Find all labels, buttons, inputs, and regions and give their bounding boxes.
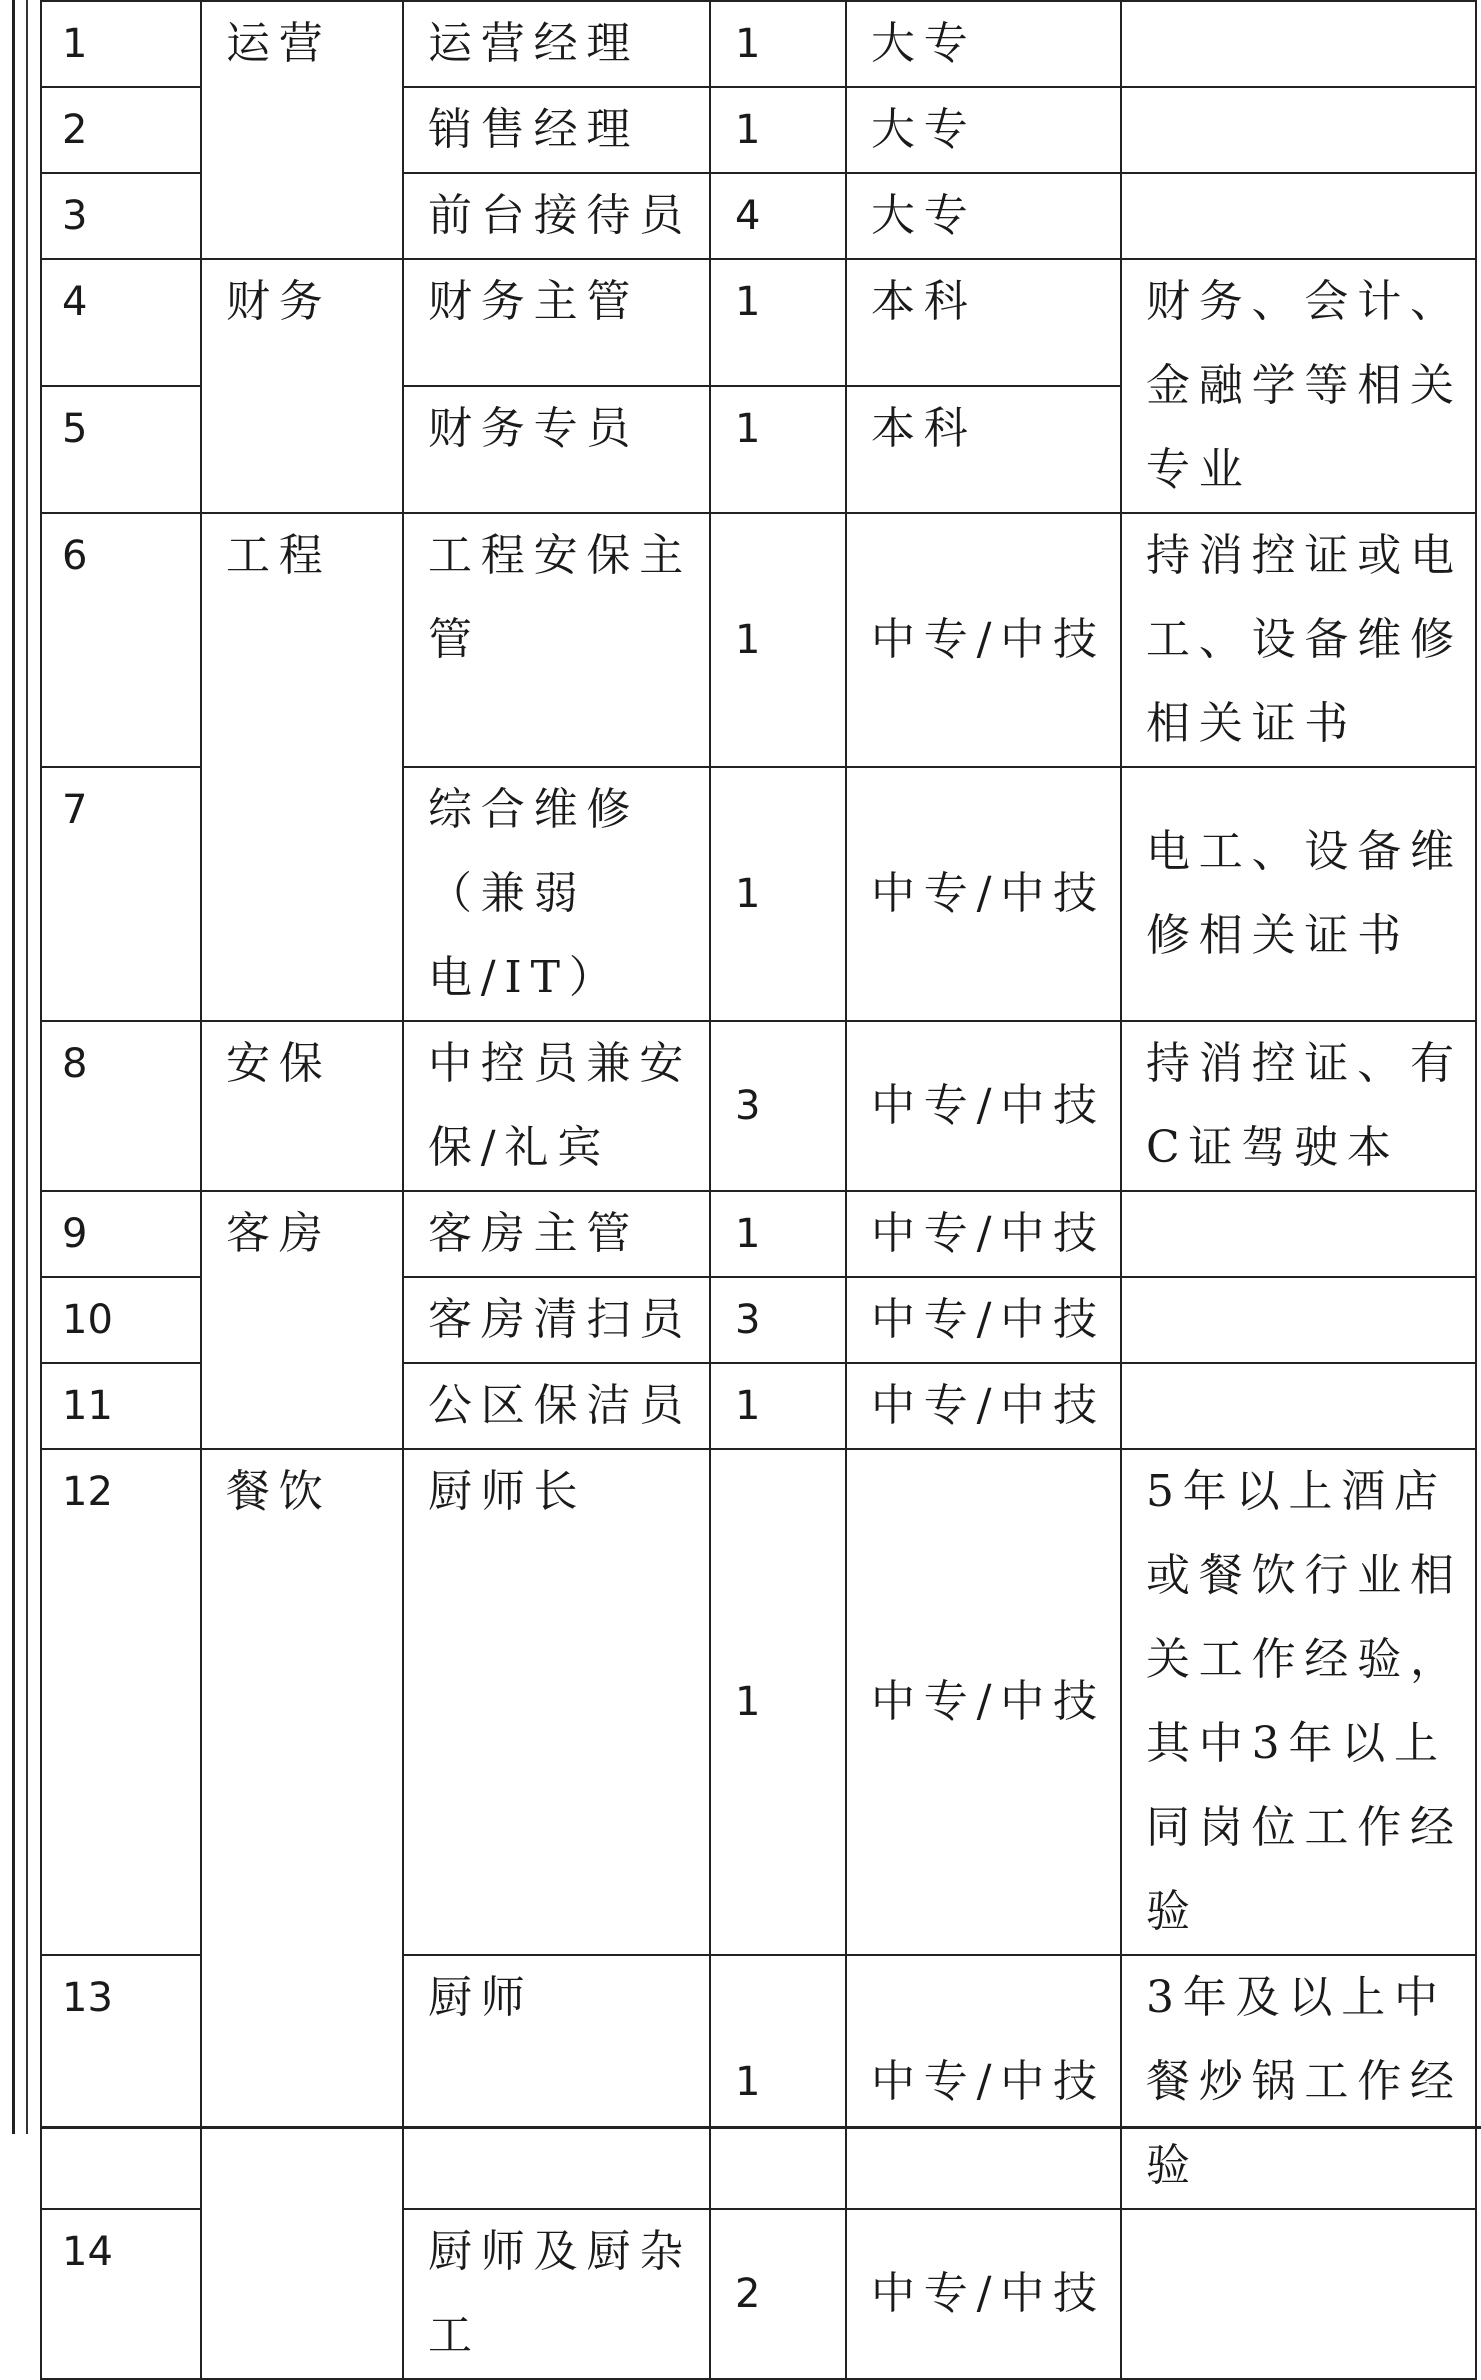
row-number: 2 (41, 87, 201, 173)
requirement-cell (1121, 1277, 1476, 1363)
table-row (41, 259, 1476, 386)
requirement-cell: 5年以上酒店或餐饮行业相关工作经验，其中3年以上同岗位工作经验 (1121, 1449, 1476, 1955)
requirement-cell: 电工、设备维修相关证书 (1121, 767, 1476, 1021)
headcount-cell: 1 (710, 386, 846, 513)
education-cell: 中专/中技 (846, 1449, 1121, 1955)
education-cell: 本科 (846, 386, 1121, 513)
education-cell: 大专 (846, 87, 1121, 173)
position-cell: 前台接待员 (403, 173, 710, 259)
department-cell: 工程 (201, 513, 403, 1021)
headcount-cell: 1 (710, 87, 846, 173)
education-cell: 中专/中技 (846, 767, 1121, 1021)
department-cell: 餐饮 (201, 1449, 403, 2379)
headcount-cell: 2 (710, 2209, 846, 2379)
headcount-cell: 1 (710, 1191, 846, 1277)
headcount-cell: 1 (710, 767, 846, 1021)
requirement-cell (1121, 87, 1476, 173)
position-cell: 公区保洁员 (403, 1363, 710, 1449)
department-cell: 客房 (201, 1191, 403, 1449)
department-cell: 运营 (201, 1, 403, 259)
table-row (41, 513, 1476, 767)
row-number: 9 (41, 1191, 201, 1277)
position-cell: 财务专员 (403, 386, 710, 513)
table-row (41, 1449, 1476, 1955)
education-cell: 大专 (846, 173, 1121, 259)
headcount-cell: 1 (710, 1449, 846, 1955)
row-number: 6 (41, 513, 201, 767)
education-cell: 中专/中技 (846, 1191, 1121, 1277)
row-number: 5 (41, 386, 201, 513)
requirement-cell: 持消控证、有C证驾驶本 (1121, 1021, 1476, 1191)
position-cell: 厨师及厨杂工 (403, 2209, 710, 2379)
position-cell: 运营经理 (403, 1, 710, 87)
table-row (41, 1191, 1476, 1277)
education-cell: 中专/中技 (846, 513, 1121, 767)
requirement-cell: 财务、会计、金融学等相关专业 (1121, 259, 1476, 513)
requirement-cell (1121, 1363, 1476, 1449)
row-number: 8 (41, 1021, 201, 1191)
requirement-cell: 3年及以上中餐炒锅工作经验 (1121, 1955, 1476, 2209)
education-cell: 中专/中技 (846, 1955, 1121, 2209)
requirement-cell: 持消控证或电工、设备维修相关证书 (1121, 513, 1476, 767)
requirement-cell (1121, 2209, 1476, 2379)
page-bottom-rule (40, 2126, 1481, 2129)
headcount-cell: 1 (710, 259, 846, 386)
requirement-cell (1121, 1, 1476, 87)
row-number: 10 (41, 1277, 201, 1363)
position-cell: 厨师 (403, 1955, 710, 2209)
page-left-rule (12, 0, 15, 2134)
row-number: 4 (41, 259, 201, 386)
row-number: 11 (41, 1363, 201, 1449)
requirement-cell (1121, 173, 1476, 259)
headcount-cell: 3 (710, 1277, 846, 1363)
education-cell: 中专/中技 (846, 1021, 1121, 1191)
row-number: 1 (41, 1, 201, 87)
headcount-cell: 3 (710, 1021, 846, 1191)
position-cell: 工程安保主管 (403, 513, 710, 767)
headcount-cell: 1 (710, 1955, 846, 2209)
page-left-rule-inner (26, 0, 28, 2134)
department-cell: 财务 (201, 259, 403, 513)
row-number: 3 (41, 173, 201, 259)
table-row (41, 1, 1476, 87)
education-cell: 中专/中技 (846, 1363, 1121, 1449)
position-cell: 客房清扫员 (403, 1277, 710, 1363)
education-cell: 中专/中技 (846, 2209, 1121, 2379)
headcount-cell: 1 (710, 1363, 846, 1449)
position-cell: 厨师长 (403, 1449, 710, 1955)
education-cell: 大专 (846, 1, 1121, 87)
job-roster-table (40, 0, 1477, 2380)
requirement-cell (1121, 1191, 1476, 1277)
position-cell: 财务主管 (403, 259, 710, 386)
position-cell: 销售经理 (403, 87, 710, 173)
headcount-cell: 1 (710, 1, 846, 87)
education-cell: 本科 (846, 259, 1121, 386)
row-number: 14 (41, 2209, 201, 2379)
department-cell: 安保 (201, 1021, 403, 1191)
position-cell: 综合维修（兼弱电/IT） (403, 767, 710, 1021)
headcount-cell: 4 (710, 173, 846, 259)
education-cell: 中专/中技 (846, 1277, 1121, 1363)
row-number: 12 (41, 1449, 201, 1955)
position-cell: 中控员兼安保/礼宾 (403, 1021, 710, 1191)
table-row (41, 1021, 1476, 1191)
headcount-cell: 1 (710, 513, 846, 767)
row-number: 13 (41, 1955, 201, 2209)
position-cell: 客房主管 (403, 1191, 710, 1277)
row-number: 7 (41, 767, 201, 1021)
